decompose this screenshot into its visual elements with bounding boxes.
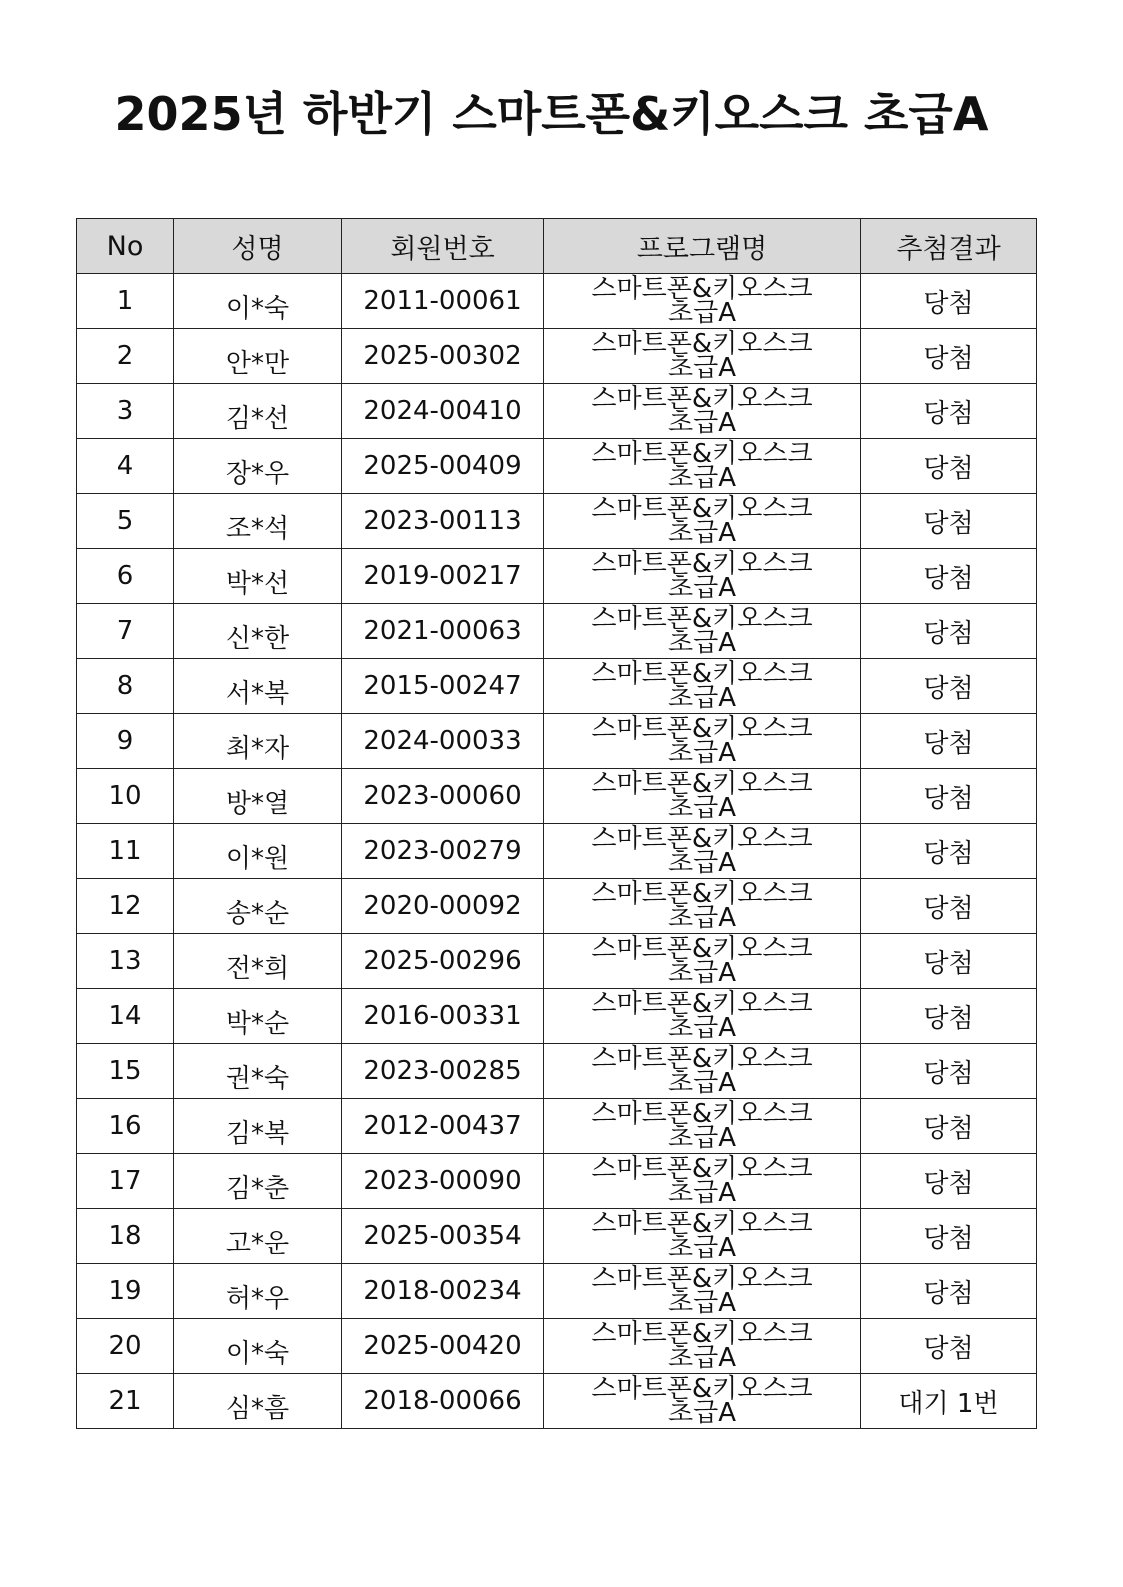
cell-result-text: 당첨 — [923, 1003, 974, 1034]
cell-program-text: 스마트폰&키오스크 초급A — [591, 934, 813, 988]
cell-name — [174, 1099, 342, 1154]
cell-result-text: 당첨 — [923, 1113, 974, 1144]
cell-name-text: 고*운 — [225, 1228, 290, 1259]
cell-name-text: 서*복 — [225, 678, 290, 709]
cell-name-text: 허*우 — [225, 1283, 290, 1314]
cell-program — [544, 879, 861, 934]
cell-member-id — [342, 659, 544, 714]
table-header-row — [77, 219, 1037, 274]
cell-member-id-text: 2023-00090 — [363, 1166, 522, 1196]
cell-result — [861, 1319, 1037, 1374]
cell-result-text: 당첨 — [923, 398, 974, 429]
cell-member-id — [342, 1044, 544, 1099]
cell-program-text: 스마트폰&키오스크 초급A — [591, 549, 813, 603]
cell-name — [174, 769, 342, 824]
cell-no-text: 17 — [108, 1166, 142, 1196]
cell-program-text: 스마트폰&키오스크 초급A — [591, 1154, 813, 1208]
cell-result-text: 당첨 — [923, 948, 974, 979]
cell-member-id-text: 2023-00060 — [363, 781, 522, 811]
table-body — [77, 274, 1037, 1429]
cell-member-id-text: 2025-00420 — [363, 1331, 522, 1361]
cell-member-id — [342, 494, 544, 549]
cell-name-text: 이*숙 — [225, 293, 290, 324]
cell-member-id-text: 2019-00217 — [363, 561, 522, 591]
table-row — [77, 714, 1037, 769]
table-row — [77, 604, 1037, 659]
cell-name-text: 박*선 — [225, 568, 290, 599]
cell-name — [174, 1264, 342, 1319]
cell-member-id — [342, 439, 544, 494]
cell-name — [174, 1154, 342, 1209]
table-row — [77, 549, 1037, 604]
cell-result — [861, 879, 1037, 934]
cell-program-text: 스마트폰&키오스크 초급A — [591, 604, 813, 658]
table-row — [77, 1099, 1037, 1154]
cell-program — [544, 1374, 861, 1429]
cell-program — [544, 439, 861, 494]
cell-name — [174, 879, 342, 934]
cell-result-text: 당첨 — [923, 343, 974, 374]
cell-member-id — [342, 934, 544, 989]
table-row — [77, 879, 1037, 934]
cell-no — [77, 989, 174, 1044]
cell-result-text: 당첨 — [923, 893, 974, 924]
cell-no — [77, 1154, 174, 1209]
cell-program — [544, 329, 861, 384]
cell-no — [77, 1319, 174, 1374]
cell-result-text: 당첨 — [923, 673, 974, 704]
cell-no — [77, 824, 174, 879]
cell-result-text: 당첨 — [923, 728, 974, 759]
cell-program — [544, 494, 861, 549]
cell-result — [861, 1154, 1037, 1209]
cell-no — [77, 659, 174, 714]
cell-no-text: 20 — [108, 1331, 142, 1361]
cell-result-text: 당첨 — [923, 508, 974, 539]
cell-result-text: 당첨 — [923, 288, 974, 319]
cell-member-id — [342, 1264, 544, 1319]
cell-program-text: 스마트폰&키오스크 초급A — [591, 1319, 813, 1373]
cell-result-text: 당첨 — [923, 453, 974, 484]
cell-no — [77, 1209, 174, 1264]
cell-name-text: 김*복 — [225, 1118, 290, 1149]
cell-member-id — [342, 769, 544, 824]
cell-result-text: 당첨 — [923, 1058, 974, 1089]
cell-result-text: 당첨 — [923, 1333, 974, 1364]
header-member-id: 회원번호 — [342, 219, 544, 274]
cell-result — [861, 989, 1037, 1044]
cell-member-id-text: 2023-00285 — [363, 1056, 522, 1086]
cell-no-text: 1 — [116, 286, 134, 316]
cell-name-text: 조*석 — [225, 513, 290, 544]
cell-name-text: 이*숙 — [225, 1338, 290, 1369]
cell-program — [544, 1044, 861, 1099]
cell-name-text: 김*선 — [225, 403, 290, 434]
cell-no-text: 16 — [108, 1111, 142, 1141]
cell-no — [77, 384, 174, 439]
cell-result-text: 대기 1번 — [898, 1388, 999, 1419]
cell-member-id-text: 2018-00234 — [363, 1276, 522, 1306]
cell-result — [861, 329, 1037, 384]
cell-no-text: 21 — [108, 1386, 142, 1416]
cell-program-text: 스마트폰&키오스크 초급A — [591, 1099, 813, 1153]
cell-member-id — [342, 1374, 544, 1429]
cell-program — [544, 1099, 861, 1154]
cell-name — [174, 384, 342, 439]
cell-member-id — [342, 989, 544, 1044]
cell-name — [174, 989, 342, 1044]
cell-name — [174, 934, 342, 989]
cell-no-text: 18 — [108, 1221, 142, 1251]
cell-member-id-text: 2023-00279 — [363, 836, 522, 866]
table-row — [77, 1264, 1037, 1319]
cell-name — [174, 1209, 342, 1264]
cell-result — [861, 659, 1037, 714]
cell-member-id-text: 2023-00113 — [363, 506, 522, 536]
cell-result — [861, 274, 1037, 329]
cell-result-text: 당첨 — [923, 783, 974, 814]
cell-result — [861, 714, 1037, 769]
cell-no — [77, 934, 174, 989]
cell-member-id-text: 2011-00061 — [363, 286, 522, 316]
cell-no-text: 14 — [108, 1001, 142, 1031]
cell-member-id-text: 2025-00302 — [363, 341, 522, 371]
cell-member-id-text: 2025-00409 — [363, 451, 522, 481]
cell-member-id — [342, 604, 544, 659]
cell-no-text: 13 — [108, 946, 142, 976]
cell-name-text: 장*우 — [225, 458, 290, 489]
cell-member-id-text: 2012-00437 — [363, 1111, 522, 1141]
cell-program — [544, 604, 861, 659]
cell-no — [77, 604, 174, 659]
cell-name — [174, 549, 342, 604]
cell-program — [544, 714, 861, 769]
cell-no — [77, 1044, 174, 1099]
cell-program-text: 스마트폰&키오스크 초급A — [591, 1264, 813, 1318]
cell-program — [544, 769, 861, 824]
cell-no — [77, 549, 174, 604]
cell-program-text: 스마트폰&키오스크 초급A — [591, 1209, 813, 1263]
cell-result-text: 당첨 — [923, 1168, 974, 1199]
table-row — [77, 384, 1037, 439]
cell-result — [861, 934, 1037, 989]
cell-member-id-text: 2016-00331 — [363, 1001, 522, 1031]
cell-name-text: 이*원 — [225, 843, 290, 874]
cell-no — [77, 274, 174, 329]
cell-program — [544, 384, 861, 439]
cell-name-text: 신*한 — [225, 623, 290, 654]
cell-program — [544, 659, 861, 714]
cell-no-text: 6 — [116, 561, 134, 591]
cell-member-id-text: 2025-00296 — [363, 946, 522, 976]
cell-member-id — [342, 1099, 544, 1154]
cell-no-text: 8 — [116, 671, 134, 701]
table-row — [77, 274, 1037, 329]
cell-name — [174, 1319, 342, 1374]
cell-name-text: 방*열 — [225, 788, 290, 819]
cell-member-id — [342, 274, 544, 329]
cell-result — [861, 1044, 1037, 1099]
cell-no-text: 19 — [108, 1276, 142, 1306]
cell-name — [174, 1044, 342, 1099]
cell-no-text: 3 — [116, 396, 134, 426]
cell-member-id — [342, 384, 544, 439]
cell-program-text: 스마트폰&키오스크 초급A — [591, 494, 813, 548]
cell-name — [174, 439, 342, 494]
cell-program-text: 스마트폰&키오스크 초급A — [591, 659, 813, 713]
cell-program — [544, 989, 861, 1044]
cell-no — [77, 879, 174, 934]
cell-program — [544, 1209, 861, 1264]
cell-program-text: 스마트폰&키오스크 초급A — [591, 879, 813, 933]
header-name: 성명 — [174, 219, 342, 274]
cell-result — [861, 1209, 1037, 1264]
table-row — [77, 494, 1037, 549]
cell-program-text: 스마트폰&키오스크 초급A — [591, 824, 813, 878]
cell-member-id — [342, 714, 544, 769]
cell-name — [174, 659, 342, 714]
cell-member-id-text: 2024-00033 — [363, 726, 522, 756]
cell-program — [544, 1319, 861, 1374]
cell-member-id — [342, 549, 544, 604]
cell-program-text: 스마트폰&키오스크 초급A — [591, 384, 813, 438]
table-row — [77, 934, 1037, 989]
cell-name-text: 안*만 — [225, 348, 290, 379]
cell-member-id — [342, 824, 544, 879]
table-row — [77, 439, 1037, 494]
cell-result — [861, 549, 1037, 604]
lottery-result-table — [76, 218, 1037, 1429]
cell-no — [77, 494, 174, 549]
cell-member-id-text: 2025-00354 — [363, 1221, 522, 1251]
cell-program — [544, 934, 861, 989]
cell-member-id — [342, 1209, 544, 1264]
cell-result-text: 당첨 — [923, 1278, 974, 1309]
cell-member-id — [342, 329, 544, 384]
cell-no-text: 5 — [116, 506, 134, 536]
cell-name — [174, 329, 342, 384]
cell-result-text: 당첨 — [923, 563, 974, 594]
table-row — [77, 1374, 1037, 1429]
cell-program-text: 스마트폰&키오스크 초급A — [591, 274, 813, 328]
cell-name-text: 송*순 — [225, 898, 290, 929]
cell-result — [861, 494, 1037, 549]
cell-name-text: 박*순 — [225, 1008, 290, 1039]
cell-program — [544, 1154, 861, 1209]
cell-result — [861, 769, 1037, 824]
cell-program — [544, 824, 861, 879]
cell-no — [77, 439, 174, 494]
cell-name — [174, 494, 342, 549]
cell-name-text: 권*숙 — [225, 1063, 290, 1094]
cell-member-id-text: 2024-00410 — [363, 396, 522, 426]
cell-result-text: 당첨 — [923, 618, 974, 649]
cell-member-id-text: 2021-00063 — [363, 616, 522, 646]
header-result: 추첨결과 — [861, 219, 1037, 274]
cell-no — [77, 1264, 174, 1319]
cell-no-text: 4 — [116, 451, 134, 481]
cell-program-text: 스마트폰&키오스크 초급A — [591, 1044, 813, 1098]
cell-result — [861, 824, 1037, 879]
cell-result-text: 당첨 — [923, 838, 974, 869]
table-row — [77, 769, 1037, 824]
cell-no-text: 7 — [116, 616, 134, 646]
cell-program-text: 스마트폰&키오스크 초급A — [591, 769, 813, 823]
cell-name-text: 김*춘 — [225, 1173, 290, 1204]
header-program: 프로그램명 — [544, 219, 861, 274]
table-row — [77, 1154, 1037, 1209]
cell-no — [77, 1374, 174, 1429]
cell-program-text: 스마트폰&키오스크 초급A — [591, 989, 813, 1043]
cell-no — [77, 1099, 174, 1154]
cell-name — [174, 604, 342, 659]
table-row — [77, 329, 1037, 384]
cell-name — [174, 824, 342, 879]
table-row — [77, 824, 1037, 879]
cell-program-text: 스마트폰&키오스크 초급A — [591, 439, 813, 493]
cell-result-text: 당첨 — [923, 1223, 974, 1254]
cell-name — [174, 274, 342, 329]
cell-program — [544, 1264, 861, 1319]
header-no: No — [77, 219, 174, 274]
cell-no-text: 12 — [108, 891, 142, 921]
cell-name — [174, 714, 342, 769]
table-row — [77, 1209, 1037, 1264]
cell-no — [77, 714, 174, 769]
cell-result — [861, 384, 1037, 439]
cell-member-id — [342, 1319, 544, 1374]
cell-result — [861, 604, 1037, 659]
cell-member-id-text: 2015-00247 — [363, 671, 522, 701]
cell-member-id-text: 2020-00092 — [363, 891, 522, 921]
page-title: 2025년 하반기 스마트폰&키오스크 초급A — [114, 87, 989, 141]
cell-name — [174, 1374, 342, 1429]
cell-no — [77, 329, 174, 384]
cell-no-text: 15 — [108, 1056, 142, 1086]
cell-member-id — [342, 1154, 544, 1209]
table-row — [77, 1044, 1037, 1099]
cell-no-text: 10 — [108, 781, 142, 811]
cell-name-text: 최*자 — [225, 733, 290, 764]
cell-no-text: 9 — [116, 726, 134, 756]
cell-result — [861, 1264, 1037, 1319]
table-row — [77, 989, 1037, 1044]
cell-member-id-text: 2018-00066 — [363, 1386, 522, 1416]
cell-no — [77, 769, 174, 824]
cell-member-id — [342, 879, 544, 934]
cell-program — [544, 549, 861, 604]
cell-no-text: 2 — [116, 341, 134, 371]
cell-name-text: 전*희 — [225, 953, 290, 984]
table-row — [77, 659, 1037, 714]
cell-name-text: 심*흠 — [225, 1393, 290, 1424]
cell-result — [861, 1099, 1037, 1154]
cell-program-text: 스마트폰&키오스크 초급A — [591, 1374, 813, 1428]
cell-program-text: 스마트폰&키오스크 초급A — [591, 329, 813, 383]
cell-no-text: 11 — [108, 836, 142, 866]
cell-result — [861, 439, 1037, 494]
cell-program — [544, 274, 861, 329]
cell-result — [861, 1374, 1037, 1429]
cell-program-text: 스마트폰&키오스크 초급A — [591, 714, 813, 768]
table-row — [77, 1319, 1037, 1374]
